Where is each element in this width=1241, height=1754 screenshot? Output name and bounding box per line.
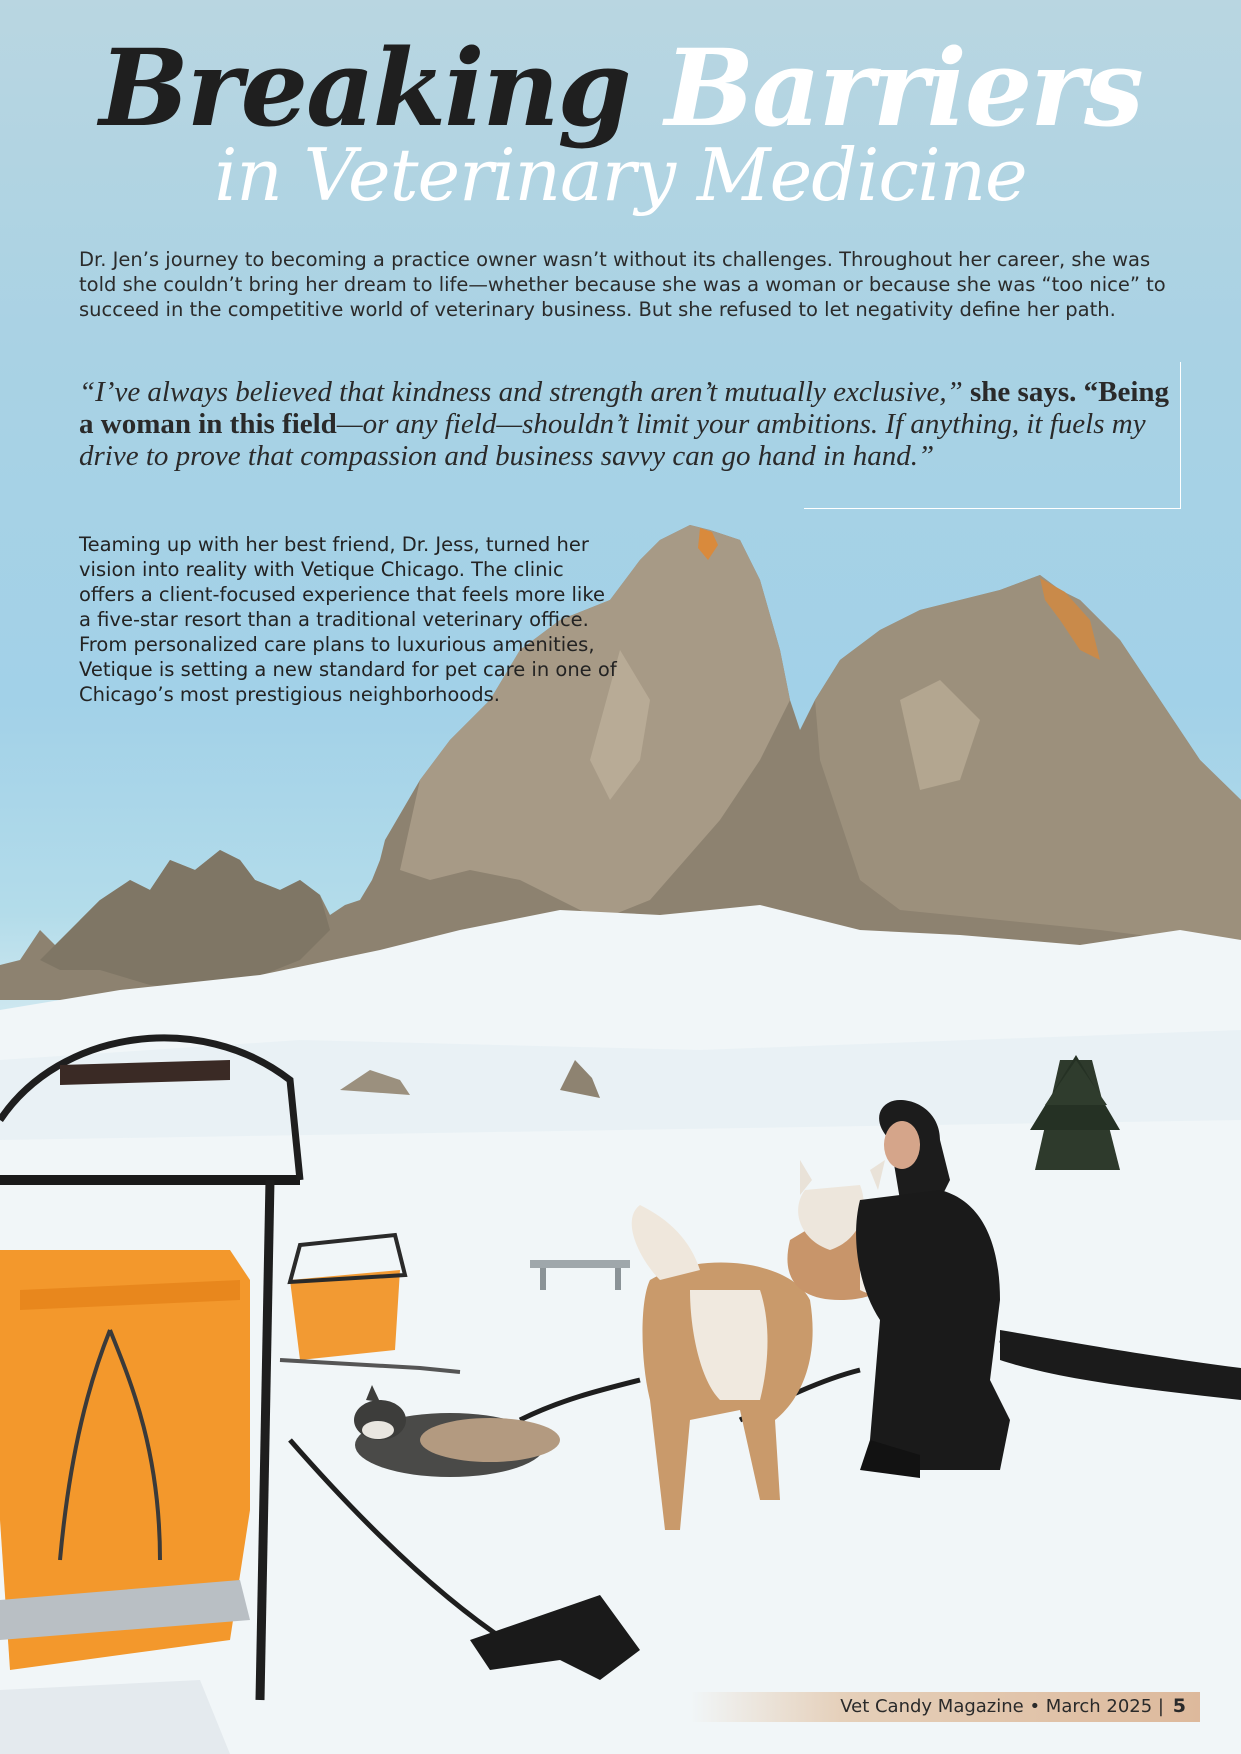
headline-word-barriers: Barriers	[664, 25, 1142, 150]
page-footer	[690, 1692, 1200, 1722]
headline-word-breaking: Breaking	[99, 25, 630, 150]
footer-magazine-issue: Vet Candy Magazine • March 2025 |	[840, 1696, 1164, 1717]
pull-quote-part-1: “I’ve always believed that kindness and strength aren’t mutually exclusive,”	[79, 376, 963, 408]
pull-quote-part-3: —or any field—shouldn’t limit your ambitions. If anything, it fuels my drive to prove that compassion and business savvy can go hand in hand.”	[79, 408, 1146, 472]
page-number: 5	[1172, 1695, 1186, 1717]
pull-quote-attribution: she says. “Being a woman in this field	[79, 376, 1170, 440]
pull-quote	[79, 376, 1174, 472]
headline-line-1	[0, 25, 1241, 150]
body-paragraph: Teaming up with her best friend, Dr. Jess, turned her vision into reality with Vetique Chicago. The clinic offers a client-focused experience that feels more like a five-star resort than a traditional veterinary office. From personalized care plans to luxurious amenities, Vetique is setting a new standard for pet care in one of Chicago’s most prestigious neighborhoods.	[79, 533, 617, 706]
intro-paragraph: Dr. Jen’s journey to becoming a practice owner wasn’t without its challenges. Throughout her career, she was told she couldn’t bring her dream to life—whether because she was a woman or because she was “too nice” to succeed in the competitive world of veterinary business. But she refused to let negativity define her path.	[79, 248, 1166, 321]
headline-subtitle: in Veterinary Medicine	[214, 133, 1027, 217]
